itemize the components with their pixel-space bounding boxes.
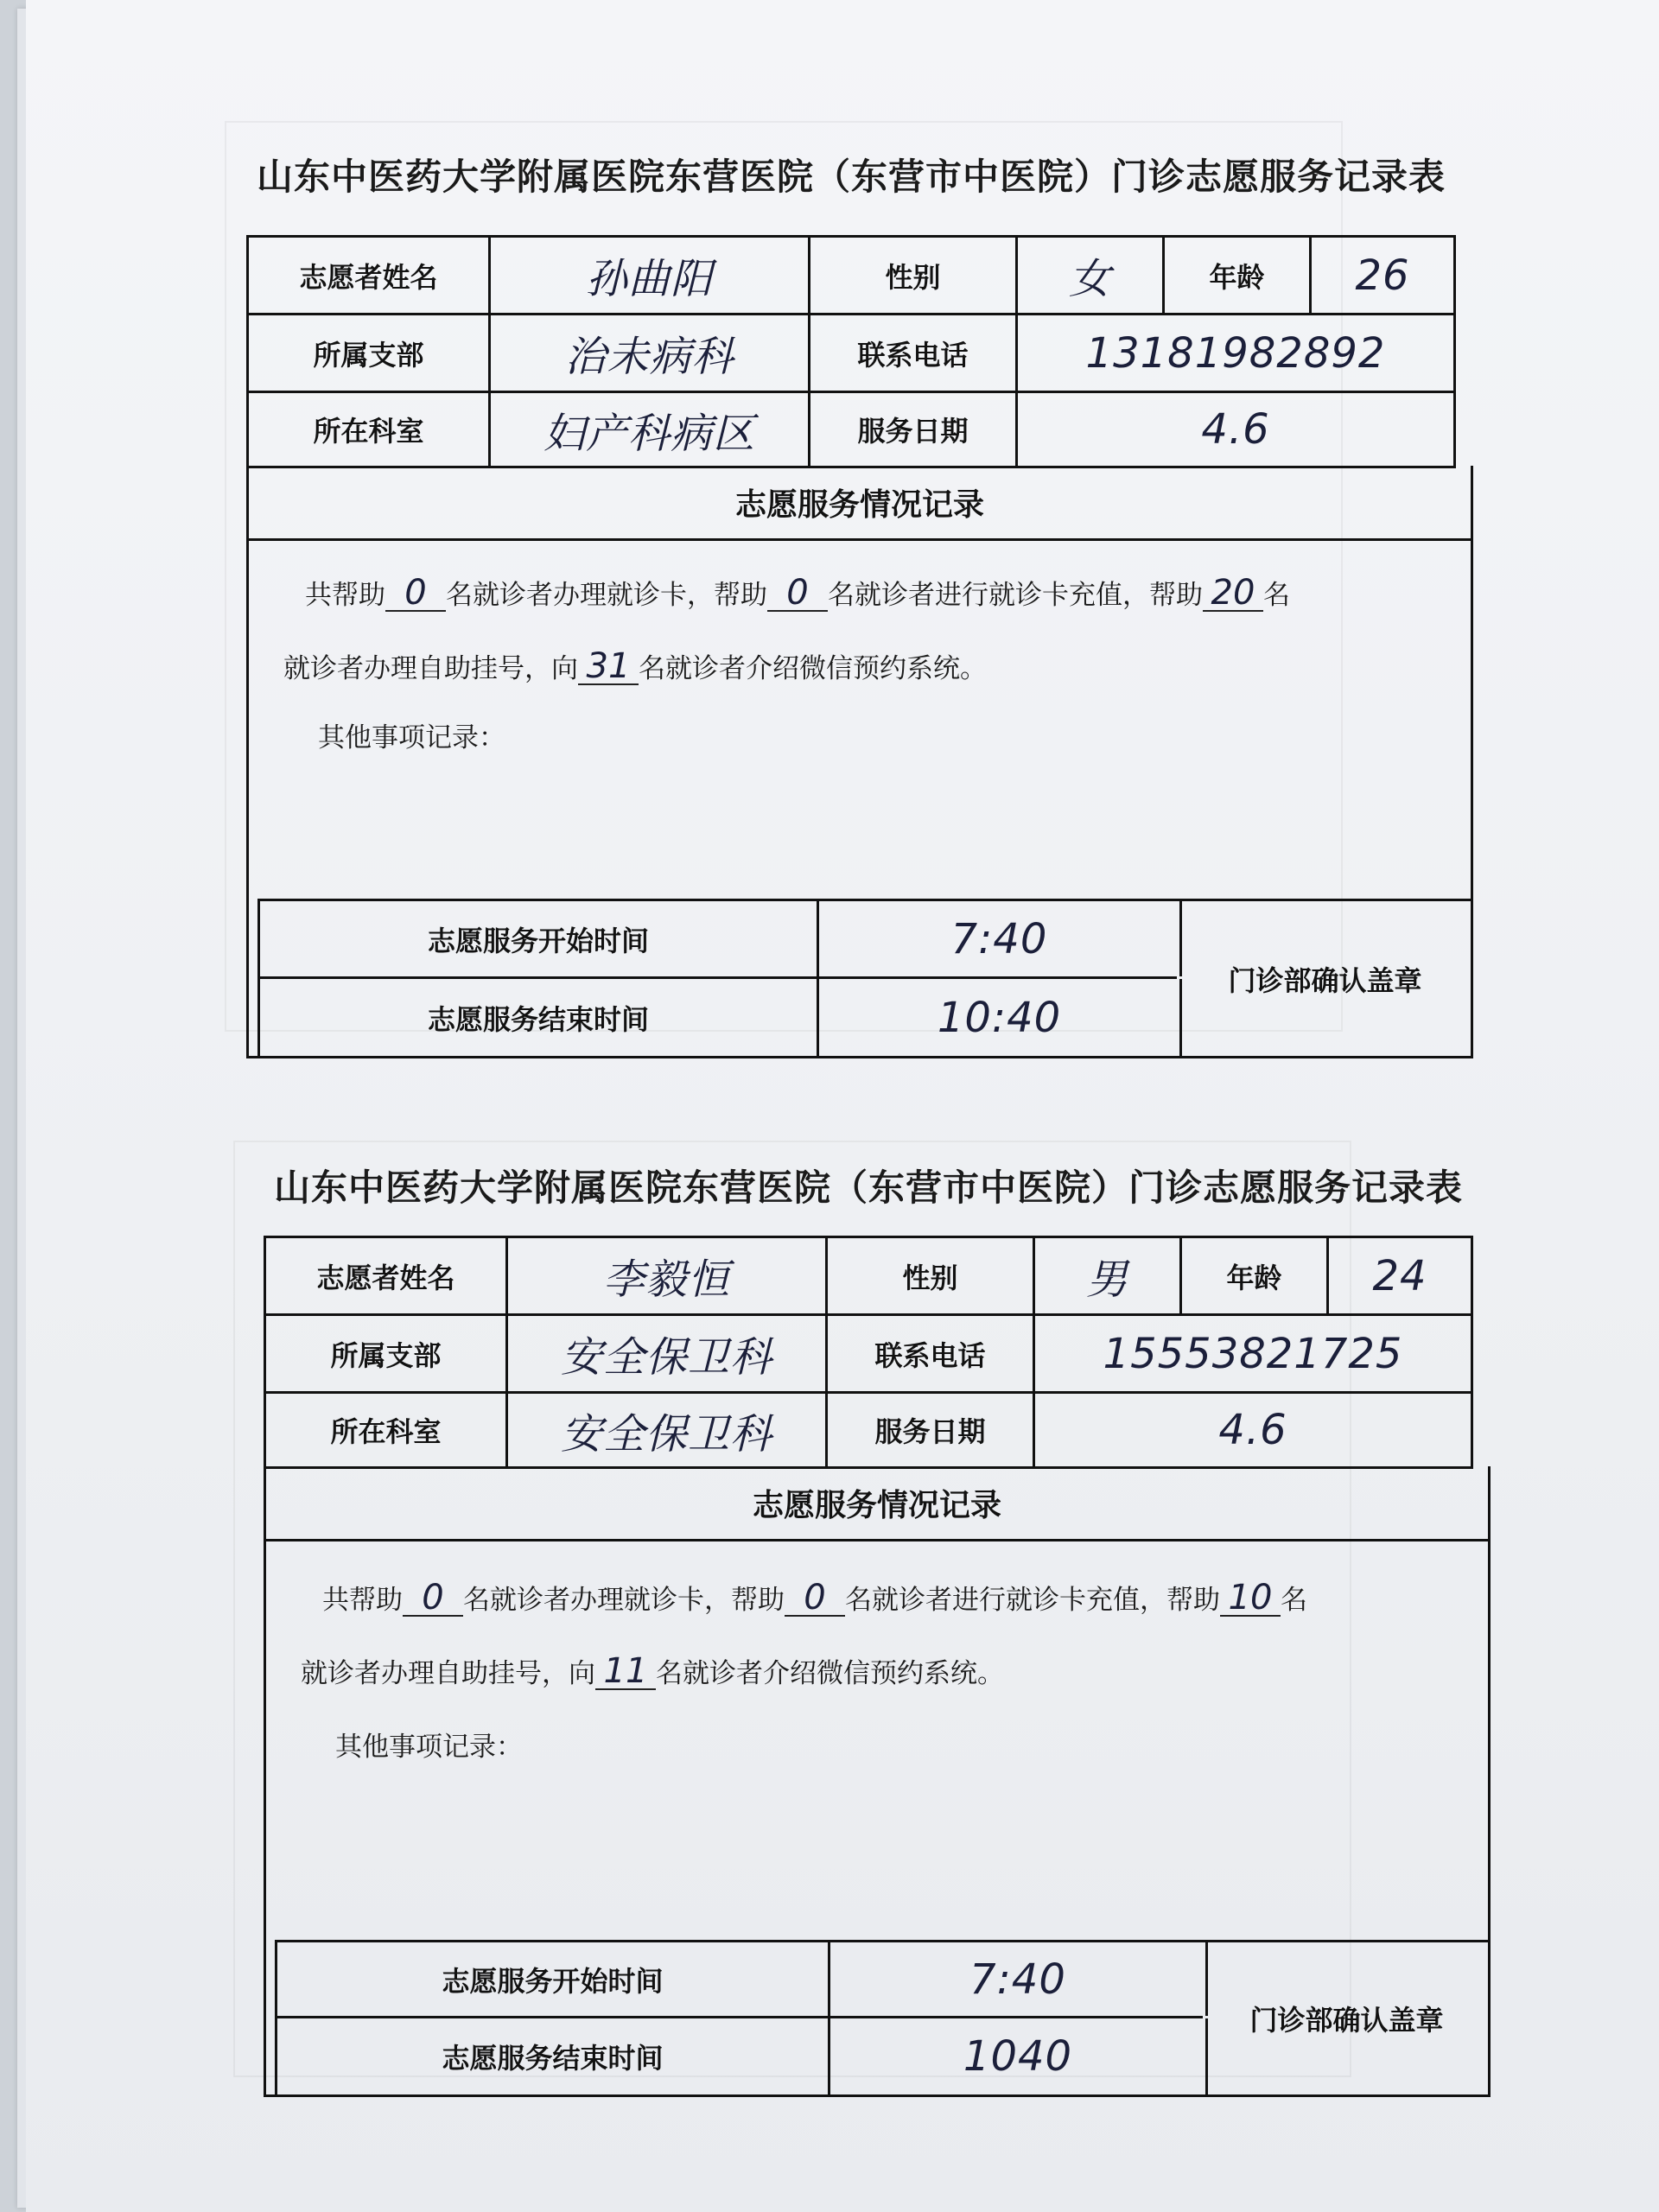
volunteer-form-2: [255, 1149, 1516, 2117]
name-value: 李毅恒: [602, 1255, 730, 1304]
other-notes-label: 其他事项记录：: [318, 722, 505, 753]
date-label: 服务日期: [874, 1415, 986, 1448]
label-cell: [249, 393, 491, 466]
gender-label: 性别: [902, 1261, 958, 1294]
record-body: [266, 1539, 1488, 1902]
branch-value: 安全保卫科: [560, 1333, 772, 1382]
phone-label: 联系电话: [857, 338, 969, 372]
gender-value: 男: [1085, 1255, 1128, 1304]
branch-label: 所属支部: [313, 338, 424, 372]
label-cell: [277, 1942, 830, 2016]
stamp-label: 门诊部确认盖章: [1228, 963, 1422, 997]
form-title: 山东中医药大学附属医院东营医院（东营市中医院）门诊志愿服务记录表: [256, 156, 1446, 198]
end-label: 志愿服务结束时间: [427, 1002, 649, 1036]
value-cell: [508, 1238, 828, 1313]
start-label: 志愿服务开始时间: [442, 1964, 664, 1998]
date-label: 服务日期: [857, 415, 969, 448]
value-cell: [1035, 1394, 1471, 1466]
label-cell: [1182, 1238, 1329, 1313]
blank-card: 0: [385, 575, 446, 612]
record-text: 共帮助: [322, 1585, 403, 1616]
value-cell: [830, 2018, 1208, 2094]
blank-card: 0: [403, 1580, 463, 1617]
stamp-label: 门诊部确认盖章: [1249, 2004, 1444, 2037]
label-cell: [1165, 238, 1312, 313]
dept-label: 所在科室: [313, 415, 424, 448]
stamp-cell: [1179, 901, 1471, 1056]
record-line-2: [283, 646, 987, 685]
section-heading: 志愿服务情况记录: [249, 466, 1471, 541]
info-table: [264, 1236, 1473, 1469]
row-branch: [249, 315, 1453, 393]
phone-label: 联系电话: [874, 1338, 986, 1372]
label-cell: [277, 2018, 830, 2094]
label-cell: [828, 1316, 1035, 1391]
value-cell: [508, 1394, 828, 1466]
label-cell: [249, 238, 491, 313]
age-value: 24: [1372, 1251, 1427, 1300]
blank-recharge: 0: [785, 1580, 845, 1617]
row-name: [249, 238, 1453, 315]
dept-value: 安全保卫科: [560, 1409, 772, 1459]
branch-label: 所属支部: [330, 1338, 442, 1372]
record-text: 就诊者办理自助挂号，向: [301, 1658, 595, 1689]
label-cell: [260, 901, 819, 976]
record-text: 名就诊者办理就诊卡，帮助: [446, 580, 767, 611]
value-cell: [1035, 1316, 1471, 1391]
age-value: 26: [1355, 251, 1410, 300]
blank-wechat: 11: [595, 1654, 656, 1690]
branch-value: 治未病科: [564, 333, 734, 381]
info-table: [246, 235, 1456, 468]
value-cell: [1018, 238, 1165, 313]
value-cell: [830, 1942, 1208, 2016]
record-line-2: [301, 1651, 1004, 1690]
blank-wechat: 31: [578, 649, 639, 685]
phone-value: 13181982892: [1085, 328, 1386, 378]
record-text: 名就诊者办理就诊卡，帮助: [463, 1585, 785, 1616]
name-label: 志愿者姓名: [316, 1261, 455, 1294]
value-cell: [508, 1316, 828, 1391]
row-end: [277, 2018, 1203, 2094]
start-value: 7:40: [969, 1955, 1066, 2004]
start-value: 7:40: [950, 914, 1048, 963]
gender-label: 性别: [885, 260, 941, 294]
section-heading: 志愿服务情况记录: [266, 1466, 1488, 1541]
date-value: 4.6: [1218, 1406, 1287, 1454]
end-label: 志愿服务结束时间: [442, 2042, 664, 2075]
value-cell: [491, 315, 810, 391]
record-text: 共帮助: [305, 580, 385, 611]
time-table: [257, 899, 1473, 1058]
value-cell: [1018, 315, 1453, 391]
record-line-1: [305, 573, 1290, 612]
volunteer-form-1: [238, 138, 1499, 1071]
value-cell: [1035, 1238, 1182, 1313]
value-cell: [819, 901, 1182, 976]
label-cell: [266, 1316, 508, 1391]
other-notes-label: 其他事项记录：: [335, 1732, 523, 1763]
value-cell: [1329, 1238, 1471, 1313]
value-cell: [491, 238, 810, 313]
stamp-cell: [1205, 1942, 1488, 2094]
label-cell: [810, 238, 1018, 313]
record-body: [249, 538, 1471, 901]
value-cell: [491, 393, 810, 466]
dept-label: 所在科室: [330, 1415, 442, 1448]
phone-value: 15553821725: [1103, 1329, 1403, 1378]
gender-value: 女: [1068, 255, 1111, 303]
start-label: 志愿服务开始时间: [427, 924, 649, 957]
label-cell: [266, 1238, 508, 1313]
record-text: 名就诊者介绍微信预约系统。: [639, 653, 987, 684]
row-start: [260, 901, 1177, 979]
value-cell: [1312, 238, 1453, 313]
record-text: 名就诊者进行就诊卡充值，帮助: [845, 1585, 1220, 1616]
label-cell: [828, 1238, 1035, 1313]
row-name: [266, 1238, 1471, 1316]
row-dept: [249, 393, 1453, 466]
row-end: [260, 979, 1177, 1056]
label-cell: [266, 1394, 508, 1466]
label-cell: [249, 315, 491, 391]
label-cell: [810, 315, 1018, 391]
record-line-1: [322, 1578, 1307, 1617]
blank-recharge: 0: [767, 575, 828, 612]
blank-register: 20: [1203, 575, 1263, 612]
row-dept: [266, 1394, 1471, 1466]
label-cell: [810, 393, 1018, 466]
record-text: 名: [1281, 1585, 1307, 1616]
label-cell: [260, 979, 819, 1056]
document-page: [26, 0, 1659, 2212]
age-label: 年龄: [1209, 260, 1265, 294]
form-title: 山东中医药大学附属医院东营医院（东营市中医院）门诊志愿服务记录表: [273, 1166, 1463, 1209]
end-value: 1040: [963, 2032, 1073, 2081]
record-text: 名就诊者介绍微信预约系统。: [656, 1658, 1004, 1689]
name-label: 志愿者姓名: [299, 260, 438, 294]
date-value: 4.6: [1201, 405, 1270, 454]
record-text: 就诊者办理自助挂号，向: [283, 653, 578, 684]
value-cell: [1018, 393, 1453, 466]
age-label: 年龄: [1226, 1261, 1282, 1294]
record-text: 名: [1263, 580, 1290, 611]
record-text: 名就诊者进行就诊卡充值，帮助: [828, 580, 1203, 611]
name-value: 孙曲阳: [585, 255, 713, 303]
value-cell: [819, 979, 1182, 1056]
dept-value: 妇产科病区: [543, 409, 755, 458]
row-branch: [266, 1316, 1471, 1394]
label-cell: [828, 1394, 1035, 1466]
row-start: [277, 1942, 1203, 2018]
blank-register: 10: [1220, 1580, 1281, 1617]
end-value: 10:40: [937, 993, 1062, 1042]
time-table: [275, 1940, 1491, 2097]
